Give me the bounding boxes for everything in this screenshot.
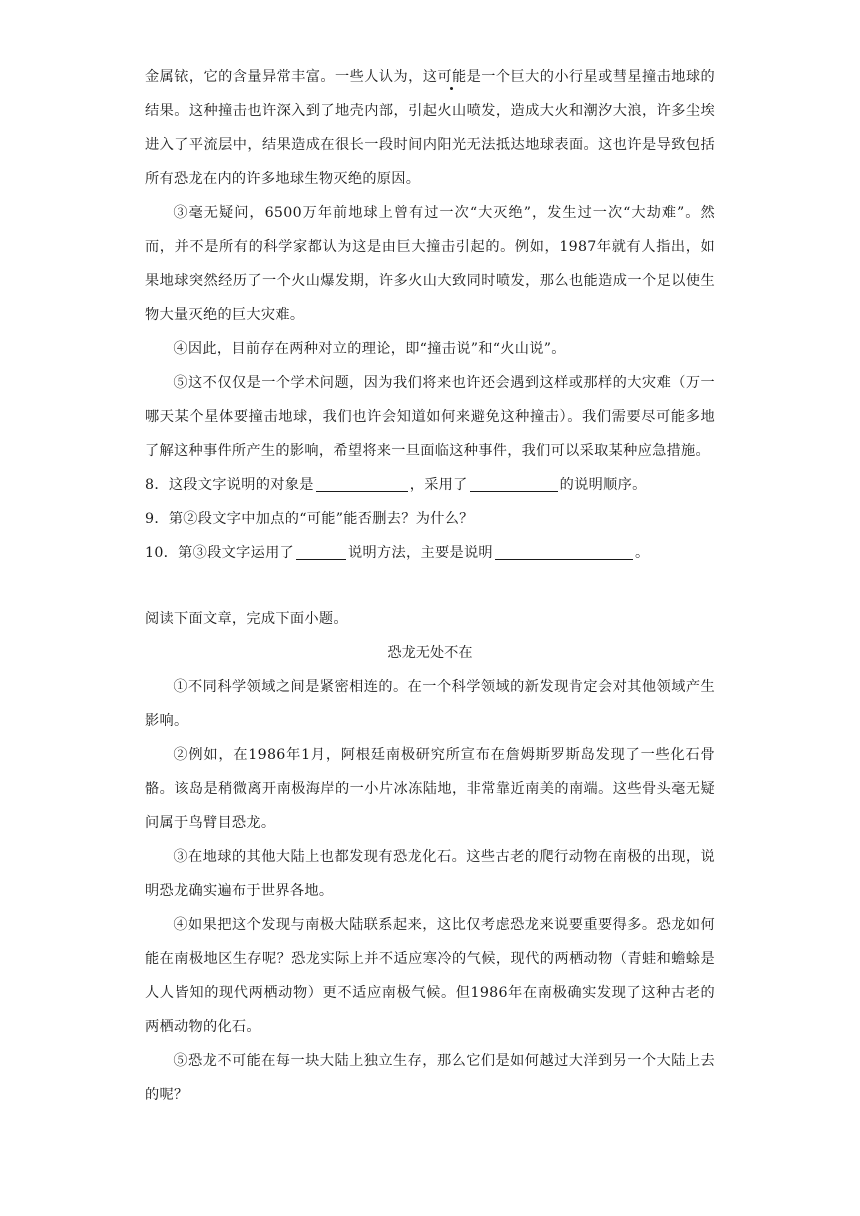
reading-instruction: 阅读下面文章，完成下面小题。: [145, 611, 348, 627]
answer-blank[interactable]: [470, 475, 558, 492]
passage2-paragraph-5: ⑤恐龙不可能在每一块大陆上独立生存，那么它们是如何越过大洋到另一个大陆上去的呢？: [145, 1053, 715, 1103]
question-text: 说明方法，主要是说明: [348, 545, 493, 561]
question-10: [145, 536, 715, 570]
answer-blank[interactable]: [495, 543, 633, 560]
answer-blank[interactable]: [296, 543, 346, 560]
passage2-paragraph-2: ②例如，在1986年1月，阿根廷南极研究所宣布在詹姆斯罗斯岛发现了一些化石骨骼。该岛是稍微离开南极海岸的一小片冰冻陆地，非常靠近南美的南端。这些骨头毫无疑问属于鸟臂目恐龙。: [145, 747, 715, 831]
dotted-word: 可能: [437, 69, 467, 85]
passage1-paragraph-3: ③毫无疑问，6500万年前地球上曾有过一次“大灭绝”，发生过一次“大劫难”。然而，并不是所有的科学家都认为这是由巨大撞击引起的。例如，1987年就有人指出，如果地球突然经历了一个火山爆发期，许多火山大致同时喷发，那么也能造成一个足以使生物大量灭绝的巨大灾难。: [145, 205, 715, 323]
document-page: [145, 60, 715, 1112]
passage2-paragraph-3: ③在地球的其他大陆上也都发现有恐龙化石。这些古老的爬行动物在南极的出现，说明恐龙确实遍布于世界各地。: [145, 849, 715, 899]
question-text: 8．这段文字说明的对象是: [145, 477, 314, 493]
question-8: [145, 468, 715, 502]
passage1-text: 金属铱，它的含量异常丰富。一些人认为，这: [145, 69, 438, 85]
answer-blank[interactable]: [316, 475, 408, 492]
question-text: 的说明顺序。: [559, 477, 647, 493]
passage1-text: 是一个巨大的小行星或彗星撞击地球的结果。这种撞击也许深入到了地壳内部，引起火山喷发，造成大火和潮汐大浪，许多尘埃进入了平流层中，结果造成在很长一段时间内阳光无法抵达地球表面。这也许是导致包括所有恐龙在内的许多地球生物灭绝的原因。: [145, 69, 715, 187]
article-title: 恐龙无处不在: [387, 645, 473, 661]
passage1-paragraph-4: ④因此，目前存在两种对立的理论，即“撞击说”和“火山说”。: [173, 341, 566, 357]
passage2-paragraph-1: ①不同科学领域之间是紧密相连的。在一个科学领域的新发现肯定会对其他领域产生影响。: [145, 679, 715, 729]
passage1-paragraph-2-continued: [145, 60, 715, 196]
question-text: 。: [634, 545, 650, 561]
question-9: 9．第②段文字中加点的“可能”能否删去？为什么？: [145, 511, 474, 527]
question-text: 10．第③段文字运用了: [145, 545, 295, 561]
section-spacer: [145, 570, 715, 602]
question-text: ，采用了: [409, 477, 468, 493]
passage2-paragraph-4: ④如果把这个发现与南极大陆联系起来，这比仅考虑恐龙来说要重要得多。恐龙如何能在南极地区生存呢？恐龙实际上并不适应寒冷的气候，现代的两栖动物（青蛙和蟾蜍是人人皆知的现代两栖动物）更不适应南极气候。但1986年在南极确实发现了这种古老的两栖动物的化石。: [145, 917, 715, 1035]
passage1-paragraph-5: ⑤这不仅仅是一个学术问题，因为我们将来也许还会遇到这样或那样的大灾难（万一哪天某个星体要撞击地球，我们也许会知道如何来避免这种撞击）。我们需要尽可能多地了解这种事件所产生的影响，希望将来一旦面临这种事件，我们可以采取某种应急措施。: [145, 375, 715, 459]
